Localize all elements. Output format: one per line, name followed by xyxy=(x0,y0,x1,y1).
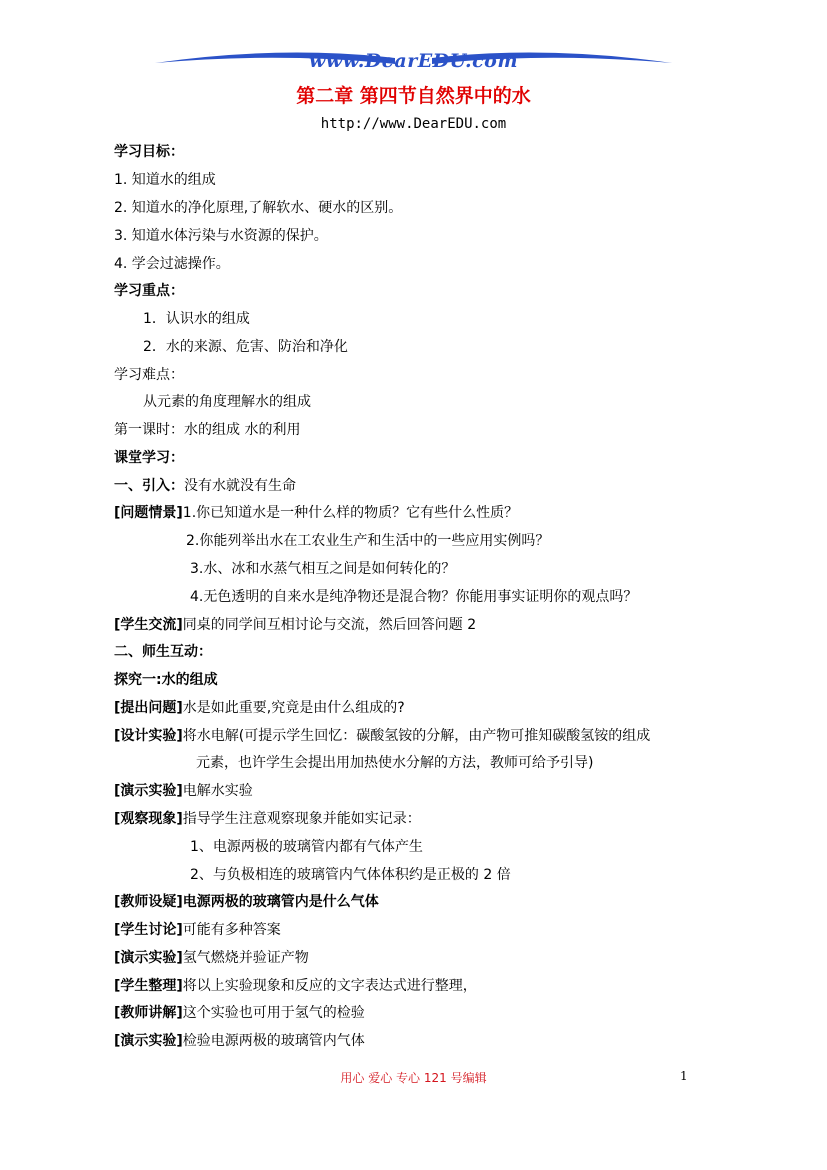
organize-text: 将以上实验现象和反应的文字表达式进行整理， xyxy=(182,978,477,994)
discuss-text: 可能有多种答案 xyxy=(182,922,281,938)
demo-text: 检验电源两极的玻璃管内气体 xyxy=(182,1033,365,1049)
explain-text: 这个实验也可用于氢气的检验 xyxy=(182,1005,365,1021)
explain-line xyxy=(114,1004,365,1022)
discuss-tag: [学生讨论] xyxy=(114,922,183,938)
demo-tag: [演示实验] xyxy=(114,950,183,966)
design-text-1: 将水电解(可提示学生回忆：碳酸氢铵的分解，由产物可推知碳酸氢铵的组成 xyxy=(182,728,651,744)
problem-tag: [问题情景] xyxy=(114,505,183,521)
exchange-tag: [学生交流] xyxy=(114,617,183,633)
difficulty-text: 从元素的角度理解水的组成 xyxy=(143,394,311,410)
problem-q2: 2.你能列举出水在工农业生产和生活中的一些应用实例吗？ xyxy=(186,533,550,549)
design-line xyxy=(114,727,650,745)
page-title: 第二章 第四节自然界中的水 xyxy=(296,85,531,107)
raise-text: 水是如此重要,究竟是由什么组成的? xyxy=(182,700,405,716)
observe-text: 指导学生注意观察现象并能如实记录： xyxy=(182,811,421,827)
teacher-question: [教师设疑]电源两极的玻璃管内是什么气体 xyxy=(114,894,379,910)
demo-text: 电解水实验 xyxy=(182,783,253,799)
intro-line xyxy=(114,477,296,495)
organize-tag: [学生整理] xyxy=(114,978,183,994)
key-point-item: 2．水的来源、危害、防治和净化 xyxy=(143,339,348,355)
raise-line xyxy=(114,699,405,717)
lesson-line: 第一课时：水的组成 水的利用 xyxy=(114,422,301,438)
discuss-line xyxy=(114,921,281,939)
organize-line xyxy=(114,977,477,995)
problem-q4: 4.无色透明的自来水是纯净物还是混合物？你能用事实证明你的观点吗？ xyxy=(190,589,638,605)
demo-tag: [演示实验] xyxy=(114,783,183,799)
demo-line xyxy=(114,949,309,967)
site-logo-text[interactable]: www.DearEDU.com xyxy=(309,50,518,72)
site-url[interactable]: http://www.DearEDU.com xyxy=(320,116,507,132)
problem-line xyxy=(114,504,518,522)
goal-item: 1. 知道水的组成 xyxy=(114,172,216,188)
interaction-heading: 二、师生互动： xyxy=(114,644,212,660)
key-points-heading: 学习重点： xyxy=(114,283,184,299)
goals-heading: 学习目标： xyxy=(114,144,184,160)
intro-heading: 一、引入： xyxy=(114,478,184,494)
footer-text: 用心 爱心 专心 121 号编辑 xyxy=(340,1071,487,1085)
explain-tag: [教师讲解] xyxy=(114,1005,183,1021)
design-text-2: 元素，也许学生会提出用加热使水分解的方法，教师可给予引导) xyxy=(196,755,594,771)
goal-item: 3. 知道水体污染与水资源的保护。 xyxy=(114,228,328,244)
observe-item-1: 1、电源两极的玻璃管内都有气体产生 xyxy=(190,839,423,855)
explore-heading: 探究一:水的组成 xyxy=(114,672,218,688)
goal-item: 4. 学会过滤操作。 xyxy=(114,256,230,272)
observe-item-2: 2、与负极相连的玻璃管内气体体积约是正极的 2 倍 xyxy=(190,867,511,883)
exchange-line xyxy=(114,616,476,634)
demo-tag: [演示实验] xyxy=(114,1033,183,1049)
demo-text: 氢气燃烧并验证产物 xyxy=(182,950,309,966)
demo-line xyxy=(114,782,253,800)
header-banner xyxy=(0,0,827,80)
class-study-heading: 课堂学习： xyxy=(114,450,184,466)
problem-q3: 3.水、冰和水蒸气相互之间是如何转化的？ xyxy=(190,561,456,577)
exchange-text: 同桌的同学间互相讨论与交流，然后回答问题 2 xyxy=(182,617,477,633)
page-number: 1 xyxy=(680,1069,688,1083)
key-point-item: 1．认识水的组成 xyxy=(143,311,250,327)
demo-line xyxy=(114,1032,365,1050)
goal-item: 2. 知道水的净化原理,了解软水、硬水的区别。 xyxy=(114,200,403,216)
observe-line xyxy=(114,810,421,828)
problem-q1: 1.你已知道水是一种什么样的物质？它有些什么性质？ xyxy=(182,505,519,521)
raise-tag: [提出问题] xyxy=(114,700,183,716)
design-tag: [设计实验] xyxy=(114,728,183,744)
observe-tag: [观察现象] xyxy=(114,811,183,827)
intro-text: 没有水就没有生命 xyxy=(184,478,296,494)
difficulty-heading: 学习难点： xyxy=(114,367,184,383)
